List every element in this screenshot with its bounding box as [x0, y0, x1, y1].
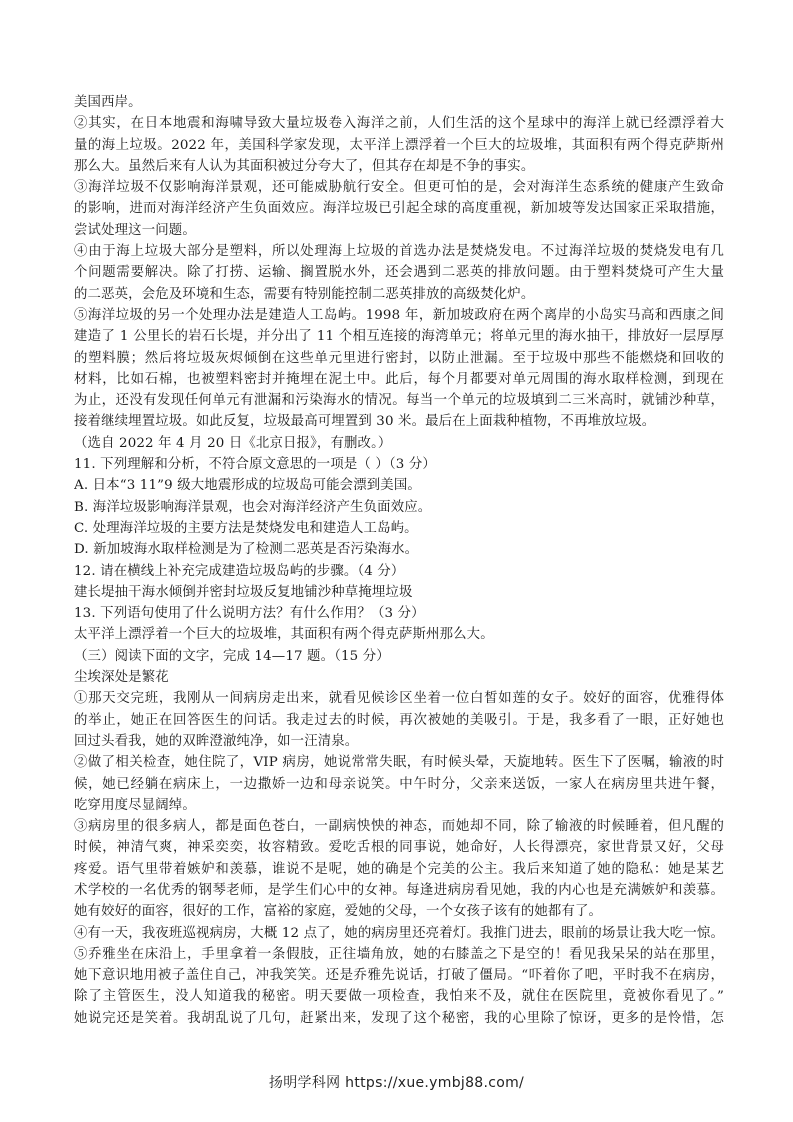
paragraph-line: ④由于海上垃圾大部分是塑料，所以处理海上垃圾的首选办法是焚烧发电。不过海洋垃圾的焚烧发电有几 [74, 244, 724, 260]
paragraph-line: ③海洋垃圾不仅影响海洋景观，还可能威胁航行安全。但更可怕的是，会对海洋生态系统的健康产生致命 [74, 180, 724, 196]
question-12: 12. 请在横线上补充完成建造垃圾岛屿的步骤。（4 分） [74, 563, 405, 579]
option-d: D. 新加坡海水取样检测是为了检测二恶英是否污染海水。 [74, 542, 419, 558]
paragraph-line: ①那天交完班，我刚从一间病房走出来，就看见候诊区坐着一位白皙如莲的女子。姣好的面容，优雅得体 [74, 691, 724, 707]
paragraph-line: ③病房里的很多病人，都是面色苍白，一副病怏怏的神态，而她却不同，除了输液的时候睡着，但凡醒的 [74, 819, 724, 835]
paragraph-line: 个问题需要解决。除了打捞、运输、搁置脱水外，还会遇到二恶英的排放问题。由于塑料焚烧可产生大量 [74, 265, 724, 281]
paragraph-line: 的举止，她正在回答医生的问话。我走过去的时候，再次被她的美吸引。于是，我多看了一眼，正好她也 [74, 712, 724, 728]
source-citation: （选自 2022 年 4 月 20 日《北京日报》，有删改。） [74, 435, 392, 451]
paragraph-line: 吃穿用度尽显阔绰。 [74, 797, 196, 813]
passage-b [74, 688, 724, 1029]
paragraph-line: 的塑料膜；然后将垃圾灰烬倾倒在这些单元里进行密封，以防止泄漏。至于垃圾中那些不能燃烧和回收的 [74, 350, 724, 366]
passage-title: 尘埃深处是繁花 [74, 670, 169, 686]
paragraph-line: 术学校的一名优秀的钢琴老师，是学生们心中的女神。每逢进病房看见她，我的内心也是充满嫉妒和羡慕。 [74, 882, 724, 898]
option-b: B. 海洋垃圾影响海洋景观，也会对海洋经济产生负面效应。 [74, 499, 432, 515]
question-11: 11. 下列理解和分析，不符合原文意思的一项是（ ）（3 分） [74, 457, 436, 473]
paragraph-line: ⑤海洋垃圾的另一个处理办法是建造人工岛屿。1998 年，新加坡政府在两个离岸的小岛实马高和西康之间 [74, 307, 724, 323]
paragraph-line: 那么大。虽然后来有人认为其面积被过分夸大了，但其存在却是不争的事实。 [74, 158, 535, 174]
paragraph-line: 的影响，进而对海洋经济产生负面效应。海洋垃圾已引起全球的高度重视，新加坡等发达国家正采取措施， [74, 201, 724, 217]
option-a: A. 日本“3 11”9 级大地震形成的垃圾岛可能会漂到美国。 [74, 478, 421, 494]
option-c: C. 处理海洋垃圾的主要方法是焚烧发电和建造人工岛屿。 [74, 520, 418, 536]
paragraph-line: 除了主管医生，没人知道我的秘密。明天要做一项检查，我怕来不及，就住在医院里，竟被你看见了。” [74, 989, 724, 1005]
section-heading: （三）阅读下面的文字，完成 14—17 题。（15 分） [74, 648, 390, 664]
paragraph-line: 候，她已经躺在病床上，一边撒娇一边和母亲说笑。中午时分，父亲来送饭，一家人在病房里共进午餐， [74, 776, 724, 792]
paragraph-line: 回过头看我，她的双眸澄澈纯净，如一汪清泉。 [74, 733, 359, 749]
paragraph-line: 的二恶英，会危及环境和生态，需要有特别能控制二恶英排放的高级焚化炉。 [74, 286, 535, 302]
paragraph-line: ②其实，在日本地震和海啸导致大量垃圾卷入海洋之前，人们生活的这个星球中的海洋上就已经漂浮着大 [74, 116, 724, 132]
answer-12: 建长堤抽干海水倾倒并密封垃圾反复地铺沙种草掩埋垃圾 [74, 584, 413, 600]
paragraph-line: 时候，神清气爽，神采奕奕，妆容精致。爱吃舌根的同事说，她命好，人长得漂亮，家世背景又好，父母 [74, 840, 724, 856]
paragraph-line: 尝试处理这一问题。 [74, 222, 196, 238]
paragraph-line: 接着继续埋置垃圾。如此反复，垃圾最高可埋置到 30 米。最后在上面栽种植物，不再堆放垃圾。 [74, 414, 656, 430]
paragraph-line: 建造了 1 公里长的岩石长堤，并分出了 11 个相互连接的海湾单元；将单元里的海水抽干，排放好一层厚厚 [74, 329, 724, 345]
paragraph-line: ⑤乔雅坐在床沿上，手里拿着一条假肢，正往墙角放，她的右膝盖之下是空的！看见我呆呆的站在那里， [74, 946, 724, 962]
paragraph-line: ④有一天，我夜班巡视病房，大概 12 点了，她的病房里还亮着灯。我推门进去，眼前的场景让我大吃一惊。 [74, 925, 724, 941]
paragraph-line: 美国西岸。 [74, 95, 142, 110]
paragraph-line: 材料，比如石棉，也被塑料密封并掩埋在泥土中。此后，每个月都要对单元周围的海水取样检测，到现在 [74, 371, 724, 387]
question-13: 13. 下列语句使用了什么说明方法？有什么作用？（3 分） [74, 606, 425, 622]
paragraph-line: 为止，还没有发现任何单元有泄漏和污染海水的情况。每当一个单元的垃圾填到二三米高时，就铺沙种草， [74, 393, 724, 409]
document-body [74, 92, 724, 1029]
page-footer: 扬明学科网 https://xue.ymbj88.com/ [268, 1075, 525, 1091]
paragraph-line: ②做了相关检查，她住院了，VIP 病房，她说常常失眠，有时候头晕，天旋地转。医生下了医嘱，输液的时 [74, 755, 724, 771]
passage-a [74, 92, 724, 454]
paragraph-line: 她有姣好的面容，很好的工作，富裕的家庭，爱她的父母，一个女孩子该有的她都有了。 [74, 904, 603, 920]
questions-section [74, 454, 724, 688]
quoted-sentence: 太平洋上漂浮着一个巨大的垃圾堆，其面积有两个得克萨斯州那么大。 [74, 627, 494, 643]
paragraph-line: 疼爱。语气里带着嫉妒和羡慕，谁说不是呢，她的确是个完美的公主。我后来知道了她的隐私：她是某艺 [74, 861, 724, 877]
paragraph-line: 她下意识地用被子盖住自己，冲我笑笑。还是乔雅先说话，打破了僵局。“吓着你了吧，平时我不在病房， [74, 968, 724, 984]
paragraph-line: 量的海上垃圾。2022 年，美国科学家发现，太平洋上漂浮着一个巨大的垃圾堆，其面积有两个得克萨斯州 [74, 137, 724, 153]
paragraph-line: 她说完还是笑着。我胡乱说了几句，赶紧出来，发现了这个秘密，我的心里除了惊讶，更多的是怜惜，怎 [74, 1010, 724, 1026]
